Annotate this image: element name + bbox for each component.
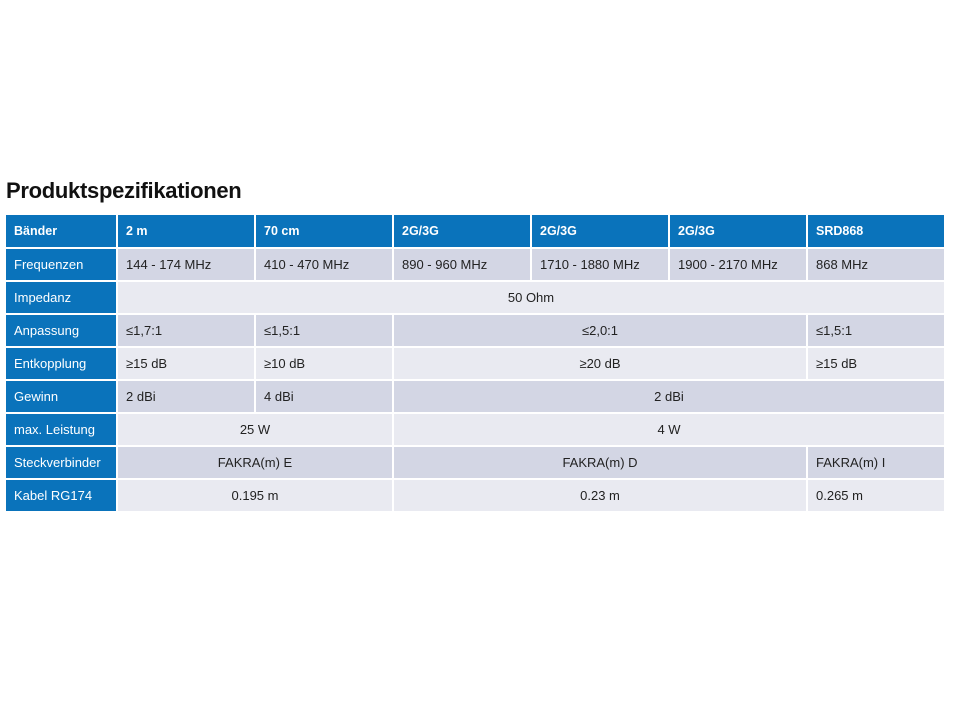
cell-gewinn-rest: 2 dBi [394, 381, 946, 414]
table-row-entkopplung [6, 348, 946, 381]
cell-kabel-mid: 0.23 m [394, 480, 808, 513]
table-row-steckverbinder [6, 447, 946, 480]
table-row-kabel [6, 480, 946, 513]
cell-gewinn-2m: 2 dBi [118, 381, 256, 414]
row-label-leistung: max. Leistung [6, 414, 118, 447]
cell-steckverbinder-srd868: FAKRA(m) I [808, 447, 946, 480]
header-band-2g3g-1: 2G/3G [394, 215, 532, 249]
table-row-anpassung [6, 315, 946, 348]
header-label: Bänder [6, 215, 118, 249]
row-label-impedanz: Impedanz [6, 282, 118, 315]
header-band-70cm: 70 cm [256, 215, 394, 249]
cell-frequenz-2g3g-1: 890 - 960 MHz [394, 249, 532, 282]
table-header-row [6, 215, 946, 249]
header-band-2g3g-3: 2G/3G [670, 215, 808, 249]
cell-frequenz-2m: 144 - 174 MHz [118, 249, 256, 282]
cell-steckverbinder-mid: FAKRA(m) D [394, 447, 808, 480]
cell-anpassung-srd868: ≤1,5:1 [808, 315, 946, 348]
cell-anpassung-70cm: ≤1,5:1 [256, 315, 394, 348]
cell-frequenz-2g3g-2: 1710 - 1880 MHz [532, 249, 670, 282]
cell-leistung-right: 4 W [394, 414, 946, 447]
cell-entkopplung-srd868: ≥15 dB [808, 348, 946, 381]
header-band-2m: 2 m [118, 215, 256, 249]
row-label-anpassung: Anpassung [6, 315, 118, 348]
cell-anpassung-2m: ≤1,7:1 [118, 315, 256, 348]
cell-entkopplung-2g3g: ≥20 dB [394, 348, 808, 381]
cell-anpassung-2g3g: ≤2,0:1 [394, 315, 808, 348]
row-label-gewinn: Gewinn [6, 381, 118, 414]
cell-entkopplung-70cm: ≥10 dB [256, 348, 394, 381]
cell-frequenz-srd868: 868 MHz [808, 249, 946, 282]
cell-frequenz-70cm: 410 - 470 MHz [256, 249, 394, 282]
cell-leistung-left: 25 W [118, 414, 394, 447]
cell-gewinn-70cm: 4 dBi [256, 381, 394, 414]
cell-kabel-srd868: 0.265 m [808, 480, 946, 513]
row-label-frequenzen: Frequenzen [6, 249, 118, 282]
cell-kabel-left: 0.195 m [118, 480, 394, 513]
cell-frequenz-2g3g-3: 1900 - 2170 MHz [670, 249, 808, 282]
table-row-frequenzen [6, 249, 946, 282]
row-label-steckverbinder: Steckverbinder [6, 447, 118, 480]
header-band-2g3g-2: 2G/3G [532, 215, 670, 249]
row-label-kabel: Kabel RG174 [6, 480, 118, 513]
page-title: Produktspezifikationen [6, 178, 242, 203]
cell-impedanz: 50 Ohm [118, 282, 946, 315]
header-band-srd868: SRD868 [808, 215, 946, 249]
table-row-leistung [6, 414, 946, 447]
spec-table [6, 215, 946, 513]
cell-steckverbinder-left: FAKRA(m) E [118, 447, 394, 480]
table-row-impedanz [6, 282, 946, 315]
cell-entkopplung-2m: ≥15 dB [118, 348, 256, 381]
table-row-gewinn [6, 381, 946, 414]
row-label-entkopplung: Entkopplung [6, 348, 118, 381]
